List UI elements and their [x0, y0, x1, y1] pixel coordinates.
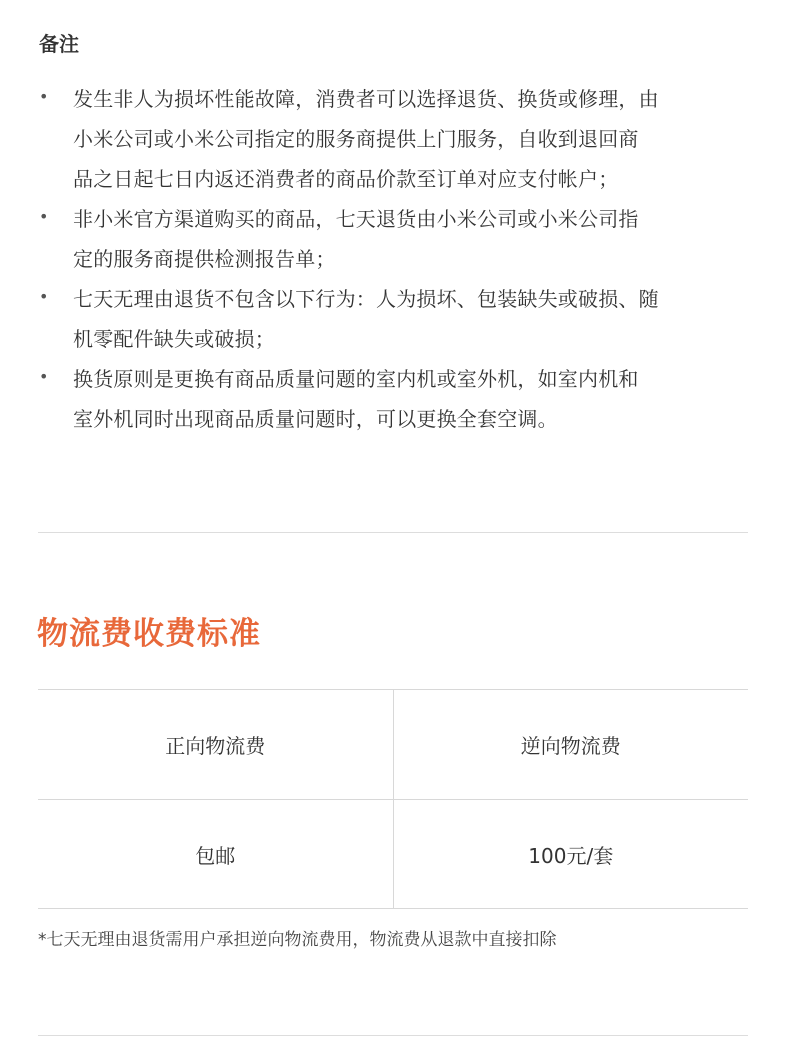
cell-forward-fee: 包邮 — [195, 844, 236, 868]
note-line: 发生非人为损坏性能故障，消费者可以选择退货、换货或修理，由 — [73, 87, 659, 111]
note-item — [0, 359, 790, 439]
table-row — [38, 799, 748, 909]
logistics-fee-table — [38, 689, 748, 909]
table-header-row — [38, 690, 748, 799]
bullet-icon: • — [39, 367, 49, 386]
notes-list — [0, 79, 790, 439]
bullet-icon: • — [39, 287, 49, 306]
note-line: 品之日起七日内返还消费者的商品价款至订单对应支付帐户； — [73, 167, 619, 191]
notes-title: 备注 — [39, 32, 79, 56]
note-line: 非小米官方渠道购买的商品，七天退货由小米公司或小米公司指 — [73, 207, 639, 231]
header-forward-fee: 正向物流费 — [165, 734, 266, 758]
note-line: 室外机同时出现商品质量问题时，可以更换全套空调。 — [73, 407, 558, 431]
bullet-icon: • — [39, 207, 49, 226]
note-line: 机零配件缺失或破损； — [73, 327, 275, 351]
note-line: 小米公司或小米公司指定的服务商提供上门服务，自收到退回商 — [73, 127, 639, 151]
note-item — [0, 279, 790, 359]
note-line: 定的服务商提供检测报告单； — [73, 247, 336, 271]
note-line: 换货原则是更换有商品质量问题的室内机或室外机，如室内机和 — [73, 367, 639, 391]
cell-return-fee: 100元/套 — [393, 800, 749, 909]
footnote: *七天无理由退货需用户承担逆向物流费用，物流费从退款中直接扣除 — [38, 930, 557, 950]
bullet-icon: • — [39, 87, 49, 106]
header-return-fee: 逆向物流费 — [393, 690, 749, 799]
section-divider — [38, 532, 748, 533]
bottom-divider — [38, 1035, 748, 1036]
note-item — [0, 79, 790, 199]
note-item — [0, 199, 790, 279]
note-line: 七天无理由退货不包含以下行为：人为损坏、包装缺失或破损、随 — [73, 287, 659, 311]
logistics-fee-title: 物流费收费标准 — [37, 616, 261, 652]
